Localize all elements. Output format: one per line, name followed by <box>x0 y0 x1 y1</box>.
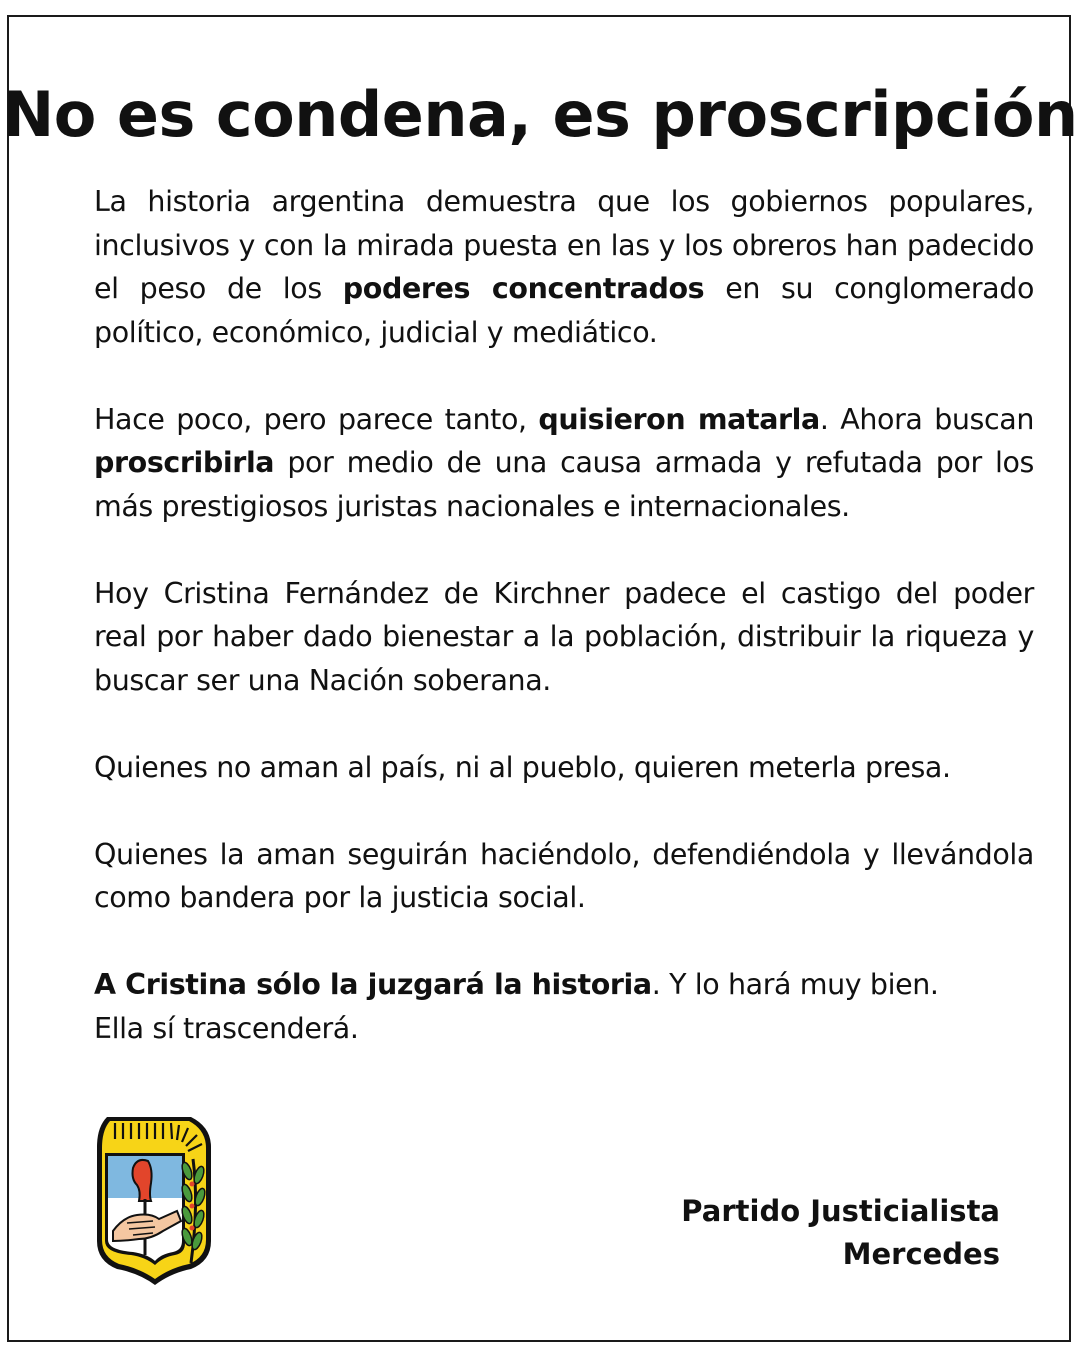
paragraph-2 <box>94 398 1034 529</box>
paragraph-1 <box>94 180 1034 354</box>
p2-emphasis-1: quisieron matarla <box>538 402 820 436</box>
p6-text-c: Ella sí trascenderá. <box>94 1011 359 1045</box>
paragraph-5: Quienes la aman seguirán haciéndolo, defendiéndola y llevándola como bandera por la justicia social. <box>94 837 1034 914</box>
p2-text-a: Hace poco, pero parece tanto, <box>94 402 539 436</box>
p6-text-b: . Y lo hará muy bien. <box>651 968 939 1001</box>
signature <box>681 1190 1000 1276</box>
p2-emphasis-2: proscribirla <box>94 446 275 479</box>
paragraph-6 <box>94 963 1034 1050</box>
signature-party: Partido Justicialista <box>681 1194 1000 1228</box>
signature-city: Mercedes <box>842 1237 1000 1271</box>
p2-text-c: . Ahora buscan <box>819 402 1034 436</box>
p1-text-c: en su conglomerado político, económico, judicial y mediático. <box>94 272 1034 349</box>
p1-text-a: La historia argentina demuestra que los gobiernos populares, inclusivos y con la mirada puesta en las y los obreros han padecido el peso de los <box>94 185 1034 305</box>
p2-text-e: por medio de una causa armada y refutada por los más prestigiosos juristas nacionales e internacionales. <box>94 446 1034 523</box>
paragraph-3: Hoy Cristina Fernández de Kirchner padece el castigo del poder real por haber dado bienestar a la población, distribuir la riqueza y buscar ser una Nación soberana. <box>94 576 1034 697</box>
p6-emphasis: A Cristina sólo la juzgará la historia <box>94 968 652 1001</box>
pj-shield-emblem-icon <box>93 1113 215 1289</box>
p1-emphasis: poderes concentrados <box>342 272 705 305</box>
page-title: No es condena, es proscripción <box>2 78 1078 151</box>
paragraph-4: Quienes no aman al país, ni al pueblo, quieren meterla presa. <box>94 750 951 784</box>
statement-body <box>94 180 1034 1050</box>
